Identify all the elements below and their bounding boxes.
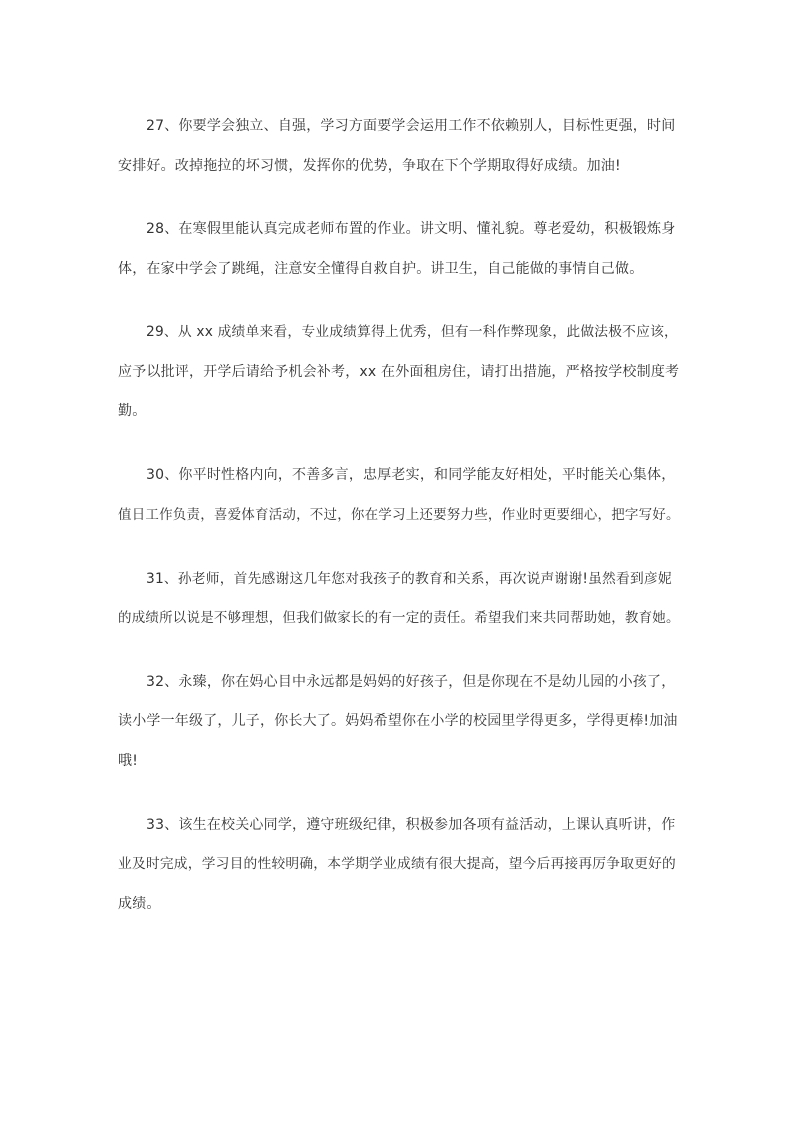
entry-31-line-2: 的成绩所以说是不够理想，但我们做家长的有一定的责任。希望我们来共同帮助她，教育她。 <box>118 610 680 626</box>
entry-28-line-2: 体，在家中学会了跳绳，注意安全懂得自救自护。讲卫生，自己能做的事情自己做。 <box>118 261 644 277</box>
entry-32-line-1: 32、永臻，你在妈心目中永远都是妈妈的好孩子，但是你现在不是幼儿园的小孩了， <box>146 674 676 690</box>
entry-27-line-2: 安排好。改掉拖拉的坏习惯，发挥你的优势，争取在下个学期取得好成绩。加油! <box>118 158 621 174</box>
entry-33-line-3: 成绩。 <box>118 896 161 912</box>
entry-29-line-2: 应予以批评，开学后请给予机会补考，xx 在外面租房住，请打出措施，严格按学校制度考 <box>118 364 680 380</box>
entry-32-line-2: 读小学一年级了，儿子，你长大了。妈妈希望你在小学的校园里学得更多，学得更棒!加油 <box>118 713 678 729</box>
entry-31-line-1: 31、孙老师，首先感谢这几年您对我孩子的教育和关系，再次说声谢谢!虽然看到彦妮 <box>146 571 672 587</box>
entry-32-line-3: 哦! <box>118 753 139 769</box>
entry-30-line-1: 30、你平时性格内向，不善多言，忠厚老实，和同学能友好相处，平时能关心集体， <box>146 467 676 483</box>
entry-27-line-1: 27、你要学会独立、自强，学习方面要学会运用工作不依赖别人，目标性更强，时间 <box>146 118 676 134</box>
entry-29-line-3: 勤。 <box>118 403 147 419</box>
entry-33-line-2: 业及时完成，学习目的性较明确，本学期学业成绩有很大提高，望今后再接再厉争取更好的 <box>118 856 677 872</box>
entry-29-line-1: 29、从 xx 成绩单来看，专业成绩算得上优秀，但有一科作弊现象，此做法极不应该， <box>146 324 678 340</box>
entry-33-line-1: 33、该生在校关心同学，遵守班级纪律，积极参加各项有益活动，上课认真听讲，作 <box>146 817 676 833</box>
entry-30-line-2: 值日工作负责，喜爱体育活动，不过，你在学习上还要努力些，作业时更要细心，把字写好。 <box>118 507 680 523</box>
entry-28-line-1: 28、在寒假里能认真完成老师布置的作业。讲文明、懂礼貌。尊老爱幼，积极锻炼身 <box>146 221 676 237</box>
